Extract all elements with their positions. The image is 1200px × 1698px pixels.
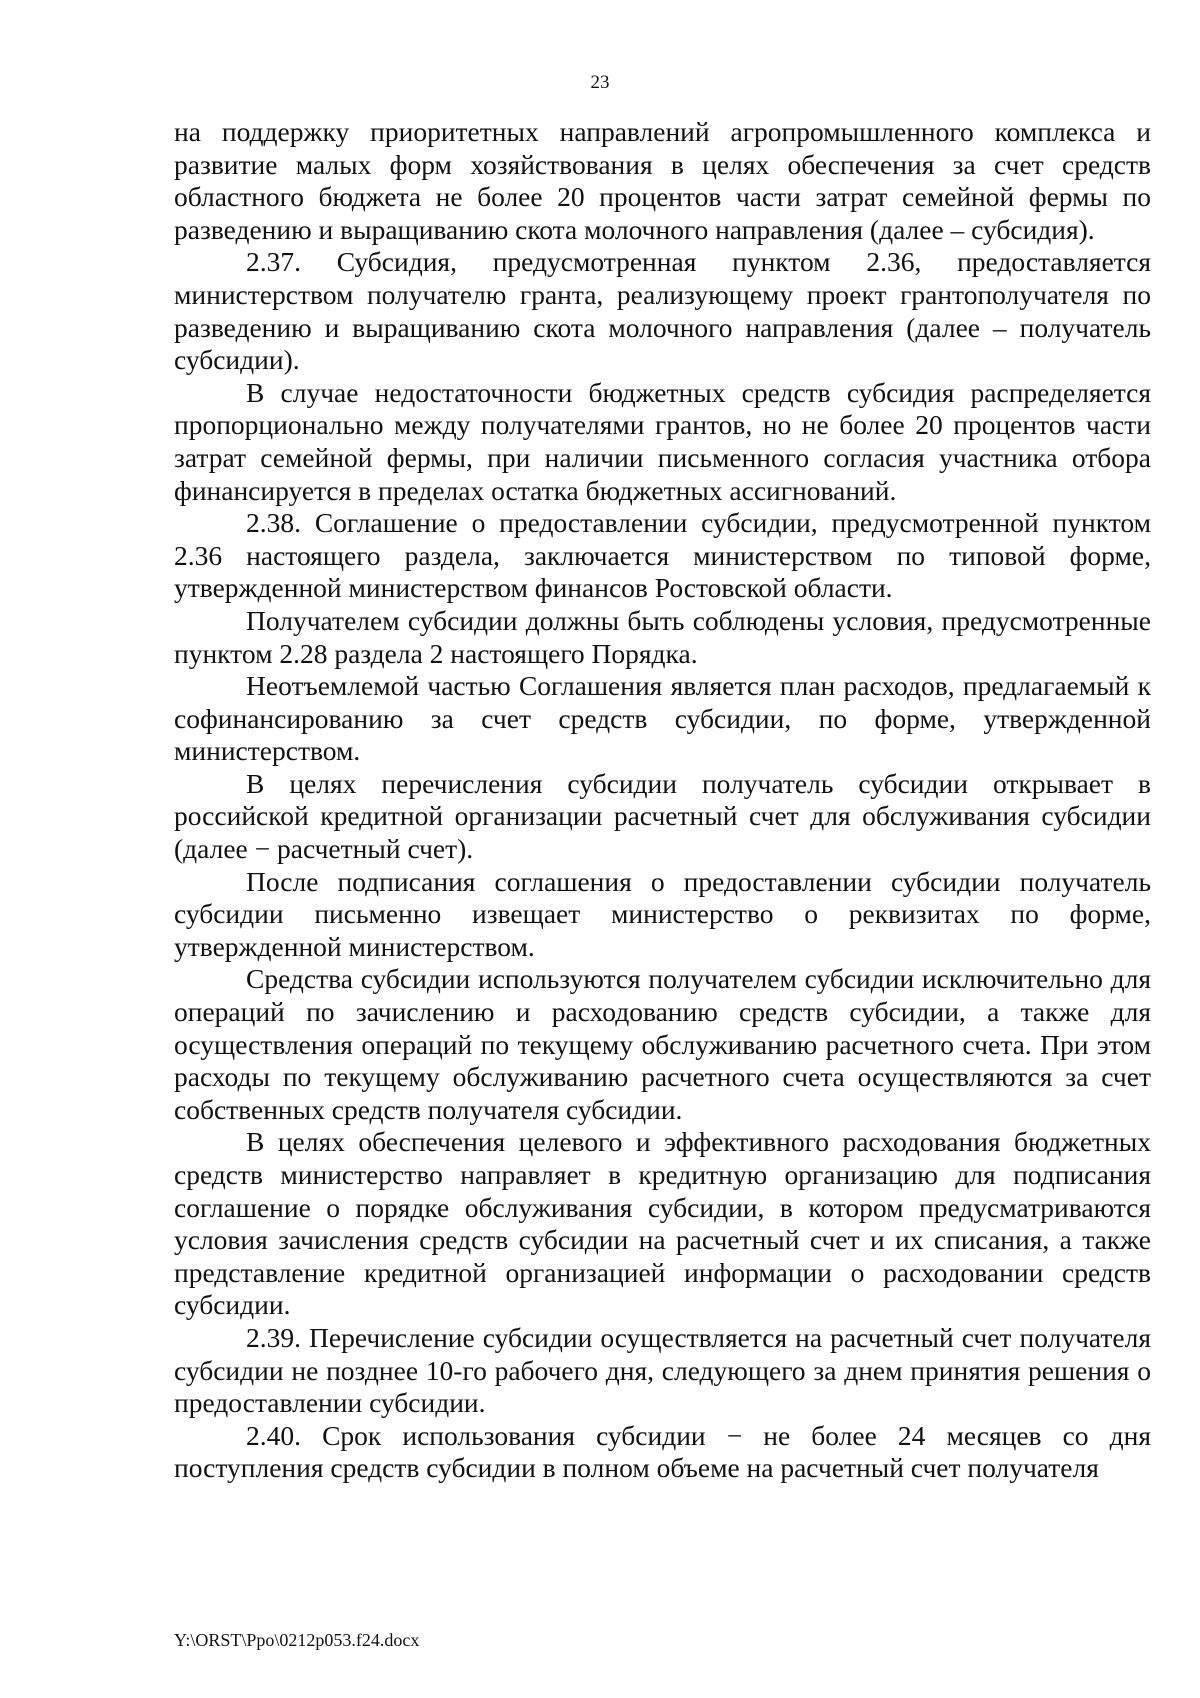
page-number: 23 — [590, 72, 610, 93]
paragraph-continuation: на поддержку приоритетных направлений агропромышленного комплекса и развитие малых форм хозяйствования в целях обеспечения за счет средств областного бюджета не более 20 процентов части затрат семейной фермы по разведению и выращиванию скота молочного направления (далее – субсидия). — [174, 116, 1151, 245]
document-body — [174, 116, 1151, 1485]
paragraph-notification: После подписания соглашения о предоставлении субсидии получатель субсидии письменно извещает министерство о реквизитах по форме, утвержденной министерством. — [174, 865, 1151, 962]
paragraph-2-37: 2.37. Субсидия, предусмотренная пунктом 2.36, предоставляется министерством получателю гранта, реализующему проект грантополучателя по разведению и выращиванию скота молочного направления (далее – получатель субсидии). — [174, 246, 1151, 376]
paragraph-insufficient-funds: В случае недостаточности бюджетных средств субсидия распределяется пропорционально между получателями грантов, но не более 20 процентов части затрат семейной фермы, при наличии письменного согласия участника отбора финансируется в пределах остатка бюджетных ассигнований. — [174, 376, 1151, 506]
paragraph-2-39: 2.39. Перечисление субсидии осуществляется на расчетный счет получателя субсидии не позднее 10-го рабочего дня, следующего за днем принятия решения о предоставлении субсидии. — [174, 1321, 1151, 1419]
paragraph-bank-agreement: В целях обеспечения целевого и эффективного расходования бюджетных средств министерство направляет в кредитную организацию для подписания соглашение о порядке обслуживания субсидии, в котором предусматриваются условия зачисления средств субсидии на расчетный счет и их списания, а также представление кредитной организацией информации о расходовании средств субсидии. — [174, 1126, 1151, 1321]
paragraph-conditions: Получателем субсидии должны быть соблюдены условия, предусмотренные пунктом 2.28 раздела 2 настоящего Порядка. — [174, 604, 1151, 669]
paragraph-account-opening: В целях перечисления субсидии получатель субсидии открывает в российской кредитной организации расчетный счет для обслуживания субсидии (далее − расчетный счет). — [174, 767, 1151, 865]
paragraph-2-40: 2.40. Срок использования субсидии − не более 24 месяцев со дня поступления средств субсидии в полном объеме на расчетный счет получателя — [174, 1419, 1151, 1484]
paragraph-funds-usage: Средства субсидии используются получателем субсидии исключительно для операций по зачислению и расходованию средств субсидии, а также для осуществления операций по текущему обслуживанию расчетного счета. При этом расходы по текущему обслуживанию расчетного счета осуществляются за счет собственных средств получателя субсидии. — [174, 963, 1151, 1125]
file-path-footer: Y:\ORST\Ppo\0212p053.f24.docx — [174, 1630, 420, 1650]
paragraph-expense-plan: Неотъемлемой частью Соглашения является план расходов, предлагаемый к софинансированию за счет средств субсидии, по форме, утвержденной министерством. — [174, 670, 1151, 767]
paragraph-2-38: 2.38. Соглашение о предоставлении субсидии, предусмотренной пунктом 2.36 настоящего раздела, заключается министерством по типовой форме, утвержденной министерством финансов Ростовской области. — [174, 507, 1151, 604]
